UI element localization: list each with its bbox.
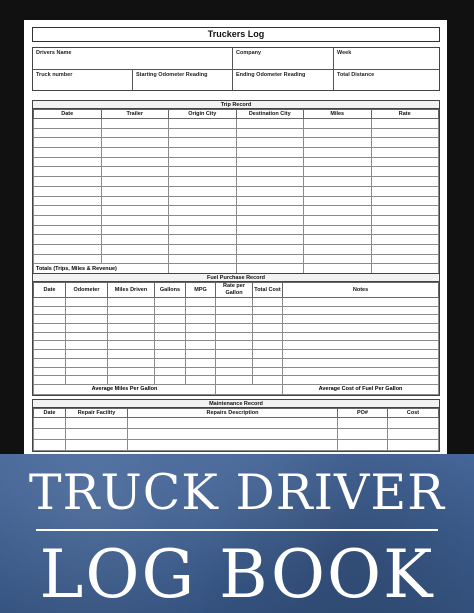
- maintenance-record-section: [32, 399, 440, 452]
- table-cell[interactable]: [128, 440, 338, 451]
- table-cell[interactable]: [186, 358, 216, 367]
- fuel-record-section: [32, 273, 440, 396]
- table-cell[interactable]: [169, 148, 237, 158]
- column-header: Miles: [304, 110, 372, 119]
- column-header: Total Cost: [253, 283, 283, 298]
- table-cell[interactable]: [304, 177, 372, 187]
- table-cell[interactable]: [216, 324, 253, 333]
- table-cell[interactable]: [304, 244, 372, 254]
- table-cell[interactable]: [236, 186, 304, 196]
- table-cell[interactable]: [66, 298, 108, 307]
- table-cell[interactable]: [34, 324, 66, 333]
- table-cell[interactable]: [371, 206, 439, 216]
- table-cell[interactable]: [155, 350, 186, 359]
- table-cell[interactable]: [236, 138, 304, 148]
- table-cell[interactable]: [371, 196, 439, 206]
- table-cell[interactable]: [216, 341, 253, 350]
- table-cell[interactable]: [108, 358, 155, 367]
- table-cell[interactable]: [34, 341, 66, 350]
- maintenance-record-title: Maintenance Record: [33, 400, 439, 408]
- table-row: [34, 119, 439, 129]
- table-cell[interactable]: [66, 332, 108, 341]
- cover-title-line2: LOG BOOK: [39, 536, 435, 613]
- table-cell[interactable]: [66, 324, 108, 333]
- table-cell[interactable]: [169, 244, 237, 254]
- table-cell[interactable]: [155, 298, 186, 307]
- table-cell[interactable]: [108, 376, 155, 385]
- table-row: [34, 324, 439, 333]
- table-cell[interactable]: [169, 254, 237, 264]
- table-row: [34, 306, 439, 315]
- trip-record-section: [32, 100, 440, 275]
- table-cell[interactable]: [169, 196, 237, 206]
- table-row: [34, 298, 439, 307]
- table-cell[interactable]: [216, 367, 253, 376]
- table-cell[interactable]: [216, 358, 253, 367]
- column-header: Repair Facility: [66, 409, 128, 418]
- table-cell[interactable]: [108, 341, 155, 350]
- table-row: [34, 418, 439, 429]
- table-cell[interactable]: [253, 358, 283, 367]
- table-cell[interactable]: [66, 358, 108, 367]
- table-cell[interactable]: [216, 332, 253, 341]
- table-row: [34, 367, 439, 376]
- company-field[interactable]: Company: [236, 50, 262, 56]
- table-cell[interactable]: [169, 167, 237, 177]
- table-cell[interactable]: [304, 235, 372, 245]
- table-row: [34, 225, 439, 235]
- table-row: [34, 376, 439, 385]
- table-row: [34, 138, 439, 148]
- table-cell[interactable]: [108, 332, 155, 341]
- table-cell[interactable]: [371, 225, 439, 235]
- table-cell[interactable]: [34, 206, 102, 216]
- table-cell[interactable]: [101, 186, 169, 196]
- table-cell[interactable]: [101, 196, 169, 206]
- table-cell[interactable]: [216, 350, 253, 359]
- table-cell[interactable]: [34, 225, 102, 235]
- table-cell[interactable]: [101, 177, 169, 187]
- table-cell[interactable]: [34, 376, 66, 385]
- table-row: [34, 429, 439, 440]
- fuel-record-title: Fuel Purchase Record: [33, 274, 439, 282]
- table-cell[interactable]: [155, 315, 186, 324]
- table-row: [34, 215, 439, 225]
- table-cell[interactable]: [34, 306, 66, 315]
- table-row: [34, 235, 439, 245]
- table-cell[interactable]: [216, 315, 253, 324]
- table-cell[interactable]: [283, 298, 439, 307]
- trip-record-table: [33, 109, 439, 274]
- table-cell[interactable]: [108, 298, 155, 307]
- table-row: [34, 177, 439, 187]
- table-cell[interactable]: [66, 341, 108, 350]
- table-cell[interactable]: [108, 367, 155, 376]
- table-cell[interactable]: [371, 138, 439, 148]
- table-cell[interactable]: [236, 254, 304, 264]
- table-cell[interactable]: [169, 138, 237, 148]
- table-cell[interactable]: [66, 350, 108, 359]
- table-cell[interactable]: [253, 324, 283, 333]
- column-header: Origin City: [169, 110, 237, 119]
- column-header: Cost: [388, 409, 439, 418]
- table-cell[interactable]: [216, 376, 253, 385]
- table-cell[interactable]: [253, 298, 283, 307]
- table-cell[interactable]: [283, 341, 439, 350]
- table-row: [34, 196, 439, 206]
- table-cell[interactable]: [236, 177, 304, 187]
- table-cell[interactable]: [304, 206, 372, 216]
- table-cell[interactable]: [34, 418, 66, 429]
- totals-label: Totals (Trips, Miles & Revenue): [34, 264, 169, 274]
- column-header: Trailer: [101, 110, 169, 119]
- table-cell[interactable]: [34, 367, 66, 376]
- table-cell[interactable]: [371, 128, 439, 138]
- table-cell[interactable]: [186, 332, 216, 341]
- table-cell[interactable]: [253, 376, 283, 385]
- table-cell[interactable]: [66, 367, 108, 376]
- table-cell[interactable]: [34, 177, 102, 187]
- total-distance-field[interactable]: Total Distance: [337, 72, 375, 78]
- table-cell[interactable]: [155, 358, 186, 367]
- table-cell[interactable]: [34, 298, 66, 307]
- table-cell[interactable]: [283, 367, 439, 376]
- table-cell[interactable]: [371, 167, 439, 177]
- table-cell[interactable]: [34, 215, 102, 225]
- table-cell[interactable]: [66, 306, 108, 315]
- table-cell[interactable]: [34, 440, 66, 451]
- table-cell[interactable]: [304, 186, 372, 196]
- column-header: MPG: [186, 283, 216, 298]
- table-cell[interactable]: [108, 315, 155, 324]
- table-cell[interactable]: [216, 298, 253, 307]
- table-cell[interactable]: [236, 196, 304, 206]
- table-cell[interactable]: [34, 332, 66, 341]
- cover-divider: [36, 529, 438, 531]
- page-title: Truckers Log: [32, 27, 440, 42]
- table-row: [34, 157, 439, 167]
- table-cell[interactable]: [155, 332, 186, 341]
- table-cell[interactable]: [128, 429, 338, 440]
- table-cell[interactable]: [283, 324, 439, 333]
- table-cell[interactable]: [283, 376, 439, 385]
- table-cell[interactable]: [236, 119, 304, 129]
- table-cell[interactable]: [304, 128, 372, 138]
- table-cell[interactable]: [371, 177, 439, 187]
- table-cell[interactable]: [169, 215, 237, 225]
- table-cell[interactable]: [169, 177, 237, 187]
- table-row: [34, 244, 439, 254]
- table-cell[interactable]: [236, 235, 304, 245]
- table-cell[interactable]: [186, 341, 216, 350]
- table-cell[interactable]: [66, 429, 128, 440]
- table-cell[interactable]: [34, 119, 102, 129]
- table-cell[interactable]: [34, 196, 102, 206]
- table-cell[interactable]: [34, 157, 102, 167]
- table-cell[interactable]: [253, 367, 283, 376]
- table-cell[interactable]: [236, 206, 304, 216]
- table-cell[interactable]: [186, 376, 216, 385]
- table-cell[interactable]: [186, 298, 216, 307]
- table-cell[interactable]: [34, 167, 102, 177]
- table-row: [34, 332, 439, 341]
- table-cell[interactable]: [253, 315, 283, 324]
- table-row: [34, 350, 439, 359]
- table-cell[interactable]: [169, 119, 237, 129]
- trip-record-title: Trip Record: [33, 101, 439, 109]
- table-cell[interactable]: [236, 128, 304, 138]
- table-cell[interactable]: [304, 138, 372, 148]
- table-cell[interactable]: [155, 367, 186, 376]
- maintenance-record-table: [33, 408, 439, 451]
- table-cell[interactable]: [283, 315, 439, 324]
- table-row: [34, 341, 439, 350]
- table-cell[interactable]: [101, 119, 169, 129]
- column-header: Gallons: [155, 283, 186, 298]
- table-cell[interactable]: [101, 225, 169, 235]
- table-cell[interactable]: [253, 332, 283, 341]
- table-cell[interactable]: [186, 315, 216, 324]
- table-cell[interactable]: [108, 324, 155, 333]
- table-cell[interactable]: [66, 376, 108, 385]
- table-cell[interactable]: [101, 128, 169, 138]
- table-cell[interactable]: [304, 167, 372, 177]
- column-header: Rate per Gallon: [216, 283, 253, 298]
- column-header: Miles Driven: [108, 283, 155, 298]
- table-cell[interactable]: [34, 358, 66, 367]
- table-cell[interactable]: [236, 215, 304, 225]
- table-cell[interactable]: [338, 429, 388, 440]
- table-cell[interactable]: [108, 350, 155, 359]
- table-cell[interactable]: [34, 254, 102, 264]
- table-cell[interactable]: [388, 429, 439, 440]
- table-cell[interactable]: [304, 119, 372, 129]
- table-cell[interactable]: [169, 206, 237, 216]
- table-cell[interactable]: [283, 332, 439, 341]
- table-cell[interactable]: [66, 315, 108, 324]
- column-header: Date: [34, 409, 66, 418]
- table-cell[interactable]: [101, 235, 169, 245]
- table-cell[interactable]: [128, 418, 338, 429]
- table-cell[interactable]: [34, 138, 102, 148]
- table-cell[interactable]: [101, 138, 169, 148]
- table-cell[interactable]: [101, 206, 169, 216]
- table-cell[interactable]: [371, 157, 439, 167]
- table-cell[interactable]: [371, 235, 439, 245]
- table-cell[interactable]: [253, 306, 283, 315]
- table-cell[interactable]: [304, 225, 372, 235]
- table-cell[interactable]: [34, 148, 102, 158]
- table-cell[interactable]: [169, 128, 237, 138]
- column-header: Odometer: [66, 283, 108, 298]
- table-cell[interactable]: [236, 157, 304, 167]
- table-cell[interactable]: [155, 306, 186, 315]
- table-cell[interactable]: [101, 148, 169, 158]
- avg-mpg-value[interactable]: [216, 384, 283, 394]
- table-cell[interactable]: [34, 235, 102, 245]
- table-cell[interactable]: [169, 157, 237, 167]
- column-header: Notes: [283, 283, 439, 298]
- cover-banner: [0, 454, 474, 613]
- table-cell[interactable]: [34, 128, 102, 138]
- table-cell[interactable]: [101, 244, 169, 254]
- table-cell[interactable]: [34, 244, 102, 254]
- cover-title-line1: TRUCK DRIVER: [28, 464, 446, 521]
- table-row: [34, 206, 439, 216]
- column-header: Destination City: [236, 110, 304, 119]
- column-header: Rate: [371, 110, 439, 119]
- log-sheet: [24, 20, 447, 460]
- table-cell[interactable]: [283, 358, 439, 367]
- table-cell[interactable]: [101, 254, 169, 264]
- table-cell[interactable]: [169, 225, 237, 235]
- table-cell[interactable]: [283, 306, 439, 315]
- table-cell[interactable]: [371, 119, 439, 129]
- table-cell[interactable]: [34, 315, 66, 324]
- table-row: [34, 167, 439, 177]
- table-row: [34, 440, 439, 451]
- table-cell[interactable]: [338, 440, 388, 451]
- table-cell[interactable]: [283, 350, 439, 359]
- week-field[interactable]: Week: [337, 50, 352, 56]
- table-cell[interactable]: [186, 324, 216, 333]
- table-cell[interactable]: [236, 167, 304, 177]
- table-cell[interactable]: [66, 418, 128, 429]
- table-cell[interactable]: [253, 341, 283, 350]
- table-cell[interactable]: [34, 429, 66, 440]
- table-cell[interactable]: [101, 157, 169, 167]
- table-cell[interactable]: [236, 148, 304, 158]
- table-cell[interactable]: [371, 215, 439, 225]
- drivers-name-field[interactable]: Drivers Name: [36, 50, 72, 56]
- table-cell[interactable]: [155, 324, 186, 333]
- table-cell[interactable]: [155, 376, 186, 385]
- table-cell[interactable]: [304, 157, 372, 167]
- table-row: [34, 254, 439, 264]
- table-cell[interactable]: [34, 350, 66, 359]
- table-cell[interactable]: [304, 148, 372, 158]
- table-row: [34, 358, 439, 367]
- table-cell[interactable]: [101, 167, 169, 177]
- column-header: PO#: [338, 409, 388, 418]
- ending-odometer-field[interactable]: Ending Odometer Reading: [236, 72, 306, 78]
- table-cell[interactable]: [338, 418, 388, 429]
- table-cell[interactable]: [371, 148, 439, 158]
- table-cell[interactable]: [186, 306, 216, 315]
- driver-info-grid: [32, 47, 440, 91]
- table-cell[interactable]: [371, 254, 439, 264]
- table-row: [34, 128, 439, 138]
- table-cell[interactable]: [371, 244, 439, 254]
- table-cell[interactable]: [304, 215, 372, 225]
- column-header: Date: [34, 283, 66, 298]
- table-cell[interactable]: [388, 418, 439, 429]
- fuel-record-table: [33, 282, 439, 395]
- table-cell[interactable]: [66, 440, 128, 451]
- table-cell[interactable]: [236, 244, 304, 254]
- table-cell[interactable]: [186, 367, 216, 376]
- table-cell[interactable]: [304, 254, 372, 264]
- avg-cost-label: Average Cost of Fuel Per Gallon: [283, 384, 439, 394]
- table-cell[interactable]: [186, 350, 216, 359]
- table-cell[interactable]: [216, 306, 253, 315]
- table-cell[interactable]: [169, 186, 237, 196]
- table-cell[interactable]: [101, 215, 169, 225]
- table-cell[interactable]: [108, 306, 155, 315]
- table-cell[interactable]: [169, 235, 237, 245]
- table-cell[interactable]: [304, 196, 372, 206]
- table-cell[interactable]: [236, 225, 304, 235]
- column-header: Repairs Description: [128, 409, 338, 418]
- table-row: [34, 186, 439, 196]
- truck-number-field[interactable]: Truck number: [36, 72, 73, 78]
- table-row: [34, 315, 439, 324]
- table-cell[interactable]: [155, 341, 186, 350]
- table-cell[interactable]: [253, 350, 283, 359]
- table-row: [34, 148, 439, 158]
- starting-odometer-field[interactable]: Starting Odometer Reading: [136, 72, 208, 78]
- table-cell[interactable]: [34, 186, 102, 196]
- avg-mpg-label: Average Miles Per Gallon: [34, 384, 216, 394]
- table-cell[interactable]: [371, 186, 439, 196]
- column-header: Date: [34, 110, 102, 119]
- table-cell[interactable]: [388, 440, 439, 451]
